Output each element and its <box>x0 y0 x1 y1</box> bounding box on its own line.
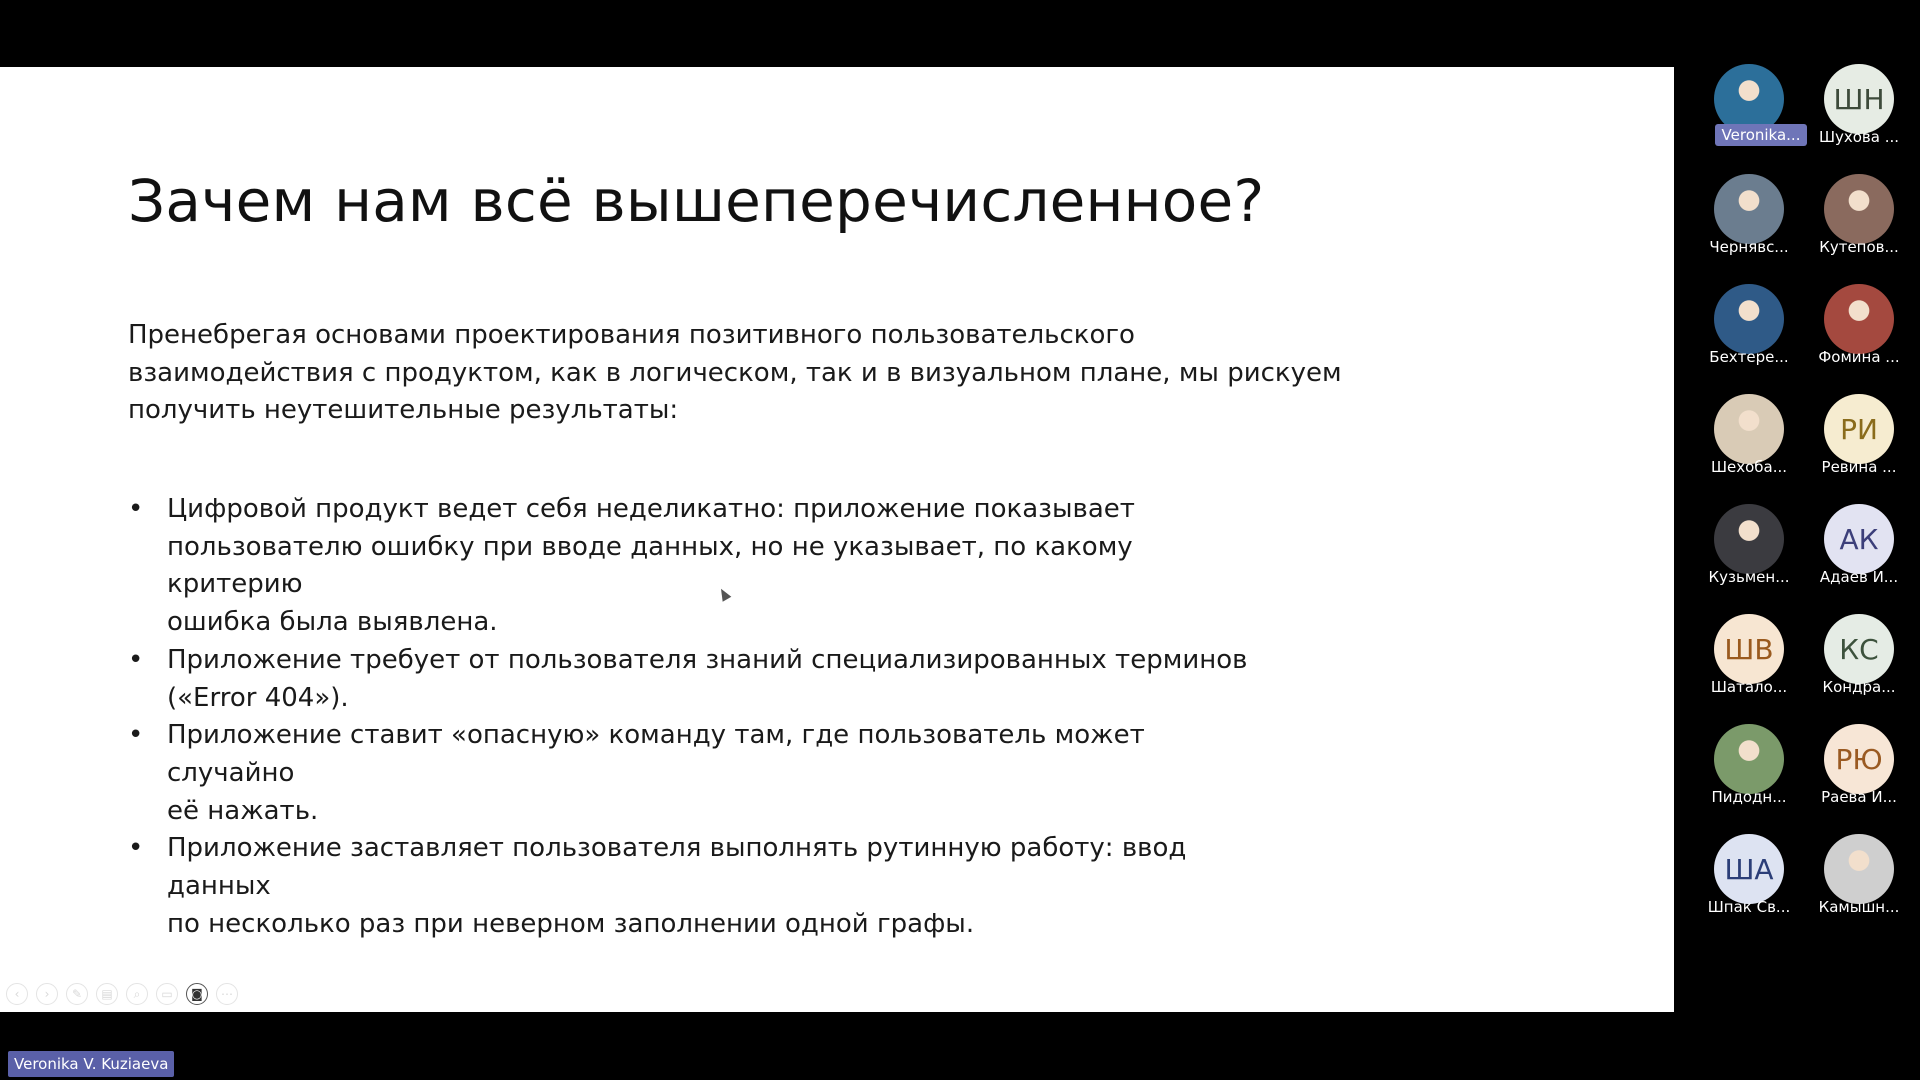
bullet-dot-icon: • <box>128 644 144 675</box>
participant-tile[interactable] <box>1804 384 1914 484</box>
avatar-initials <box>1824 724 1894 794</box>
avatar-initials <box>1714 614 1784 684</box>
participants-panel <box>1674 54 1920 934</box>
active-speaker-label: Veronika V. Kuziaeva <box>8 1051 174 1077</box>
avatar-photo-icon <box>1714 394 1784 464</box>
avatar-initials-text: ШН <box>1833 82 1885 116</box>
participant-tile[interactable] <box>1694 824 1804 924</box>
camera-icon[interactable]: ◙ <box>186 983 208 1005</box>
bullet-line: Приложение заставляет пользователя выполнять рутинную работу: ввод данных <box>167 833 1187 902</box>
participant-name: Шпак Св... <box>1707 898 1791 916</box>
participant-name: Адаев И... <box>1819 568 1899 586</box>
avatar-photo-icon <box>1824 284 1894 354</box>
avatar-initials-text: РИ <box>1840 412 1878 446</box>
avatar-photo-icon <box>1824 174 1894 244</box>
participant-name: Пидодн... <box>1711 788 1787 806</box>
participant-name: Шухова ... <box>1818 128 1900 146</box>
bullet-line: по несколько раз при неверном заполнении одной графы. <box>167 908 975 939</box>
participant-name: Чернявс... <box>1709 238 1789 256</box>
bullet-line: Цифровой продукт ведет себя неделикатно: приложение показывает <box>167 494 1135 524</box>
avatar-initials-text: РЮ <box>1835 742 1883 776</box>
intro-line: взаимодействия с продуктом, как в логическом, так и в визуальном плане, мы рискуем <box>128 357 1342 388</box>
participant-name: Кутепов... <box>1819 238 1899 256</box>
participant-tile[interactable] <box>1804 824 1914 924</box>
bullet-line: её нажать. <box>167 795 319 826</box>
participant-tile[interactable] <box>1694 714 1804 814</box>
avatar-photo-icon <box>1714 724 1784 794</box>
avatar-initials <box>1824 64 1894 134</box>
avatar-initials <box>1824 394 1894 464</box>
participant-tile[interactable] <box>1804 274 1914 374</box>
slideshow-toolbar <box>6 983 238 1005</box>
bullet-item <box>128 491 1248 642</box>
subtitles-icon[interactable]: ▭ <box>156 983 178 1005</box>
bullet-line: («Error 404»). <box>167 682 349 713</box>
zoom-icon[interactable]: ⌕ <box>126 983 148 1005</box>
bullet-dot-icon: • <box>128 833 144 864</box>
slide-intro-paragraph <box>128 317 1458 430</box>
bullet-dot-icon: • <box>128 494 144 524</box>
avatar-initials-text: ША <box>1724 852 1774 886</box>
participant-name: Фомина ... <box>1818 348 1900 366</box>
bullet-item <box>128 830 1248 943</box>
participant-name: Шехоба... <box>1710 458 1788 476</box>
slides-icon[interactable]: ▤ <box>96 983 118 1005</box>
avatar-initials-text: АК <box>1839 522 1879 556</box>
more-icon[interactable]: ⋯ <box>216 983 238 1005</box>
bullet-item <box>128 642 1248 717</box>
bullet-item <box>128 717 1248 830</box>
participant-tile[interactable] <box>1694 494 1804 594</box>
avatar-initials <box>1824 614 1894 684</box>
avatar-initials-text: ШВ <box>1724 632 1774 666</box>
participant-tile[interactable] <box>1804 164 1914 264</box>
participant-tile[interactable] <box>1804 54 1914 154</box>
participant-name: Кондра... <box>1822 678 1896 696</box>
participant-name: Ревина ... <box>1821 458 1897 476</box>
bullet-line: Приложение требует от пользователя знаний специализированных терминов <box>167 644 1248 675</box>
avatar-initials-text: КС <box>1839 632 1879 666</box>
participant-name: Veronika... <box>1715 124 1807 146</box>
avatar-photo-icon <box>1714 504 1784 574</box>
participant-name: Раева И... <box>1821 788 1897 806</box>
pen-icon[interactable]: ✎ <box>66 983 88 1005</box>
participant-tile[interactable] <box>1804 604 1914 704</box>
previous-icon[interactable]: ‹ <box>6 983 28 1005</box>
avatar-photo-icon <box>1824 834 1894 904</box>
intro-line: Пренебрегая основами проектирования позитивного пользовательского <box>128 320 1135 350</box>
shared-slide <box>0 67 1674 1012</box>
participant-tile[interactable] <box>1694 274 1804 374</box>
slide-bullet-list <box>128 491 1248 943</box>
avatar-initials <box>1714 834 1784 904</box>
participant-name: Кузьмен... <box>1708 568 1790 586</box>
bullet-dot-icon: • <box>128 720 144 751</box>
participant-tile[interactable] <box>1694 384 1804 484</box>
bullet-line: ошибка была выявлена. <box>167 607 498 638</box>
participant-name: Камышн... <box>1818 898 1900 916</box>
avatar-initials <box>1824 504 1894 574</box>
avatar-photo-icon <box>1714 284 1784 354</box>
bullet-line: Приложение ставит «опасную» команду там, где пользователь может случайно <box>167 720 1145 788</box>
participant-name: Шатало... <box>1710 678 1788 696</box>
participant-tile[interactable] <box>1694 604 1804 704</box>
participant-tile[interactable] <box>1694 164 1804 264</box>
participant-tile[interactable] <box>1804 494 1914 594</box>
intro-line: получить неутешительные результаты: <box>128 395 679 425</box>
participant-tile[interactable] <box>1694 54 1804 154</box>
participant-name: Бехтере... <box>1709 348 1789 366</box>
participant-tile[interactable] <box>1804 714 1914 814</box>
next-icon[interactable]: › <box>36 983 58 1005</box>
bullet-line: пользователю ошибку при вводе данных, но не указывает, по какому критерию <box>167 531 1133 600</box>
slide-title: Зачем нам всё вышеперечисленное? <box>128 167 1265 235</box>
avatar-photo-icon <box>1714 174 1784 244</box>
